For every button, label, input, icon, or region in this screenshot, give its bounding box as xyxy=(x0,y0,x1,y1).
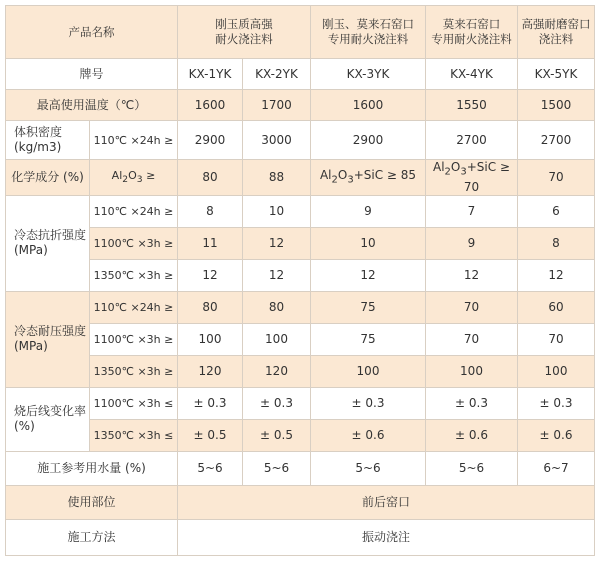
flexural-cell: 10 xyxy=(311,227,426,259)
method-row xyxy=(6,519,595,555)
water-label: 施工参考用水量 (%) xyxy=(6,451,178,485)
compressive-row xyxy=(6,355,595,387)
water-cell: 5~6 xyxy=(426,451,518,485)
product-name-header: 产品名称 xyxy=(6,6,178,59)
compressive-condition: 1100℃ ×3h ≥ xyxy=(90,323,178,355)
linear-change-cell: ± 0.3 xyxy=(426,387,518,419)
product-header-kx1-kx2: 刚玉质高强 耐火浇注料 xyxy=(178,6,311,59)
linear-change-cell: ± 0.6 xyxy=(518,419,595,451)
product-header-kx3: 刚玉、莫来石窑口 专用耐火浇注料 xyxy=(311,6,426,59)
max-temp-cell: 1700 xyxy=(243,90,311,121)
compressive-condition: 1350℃ ×3h ≥ xyxy=(90,355,178,387)
linear-change-cell: ± 0.3 xyxy=(311,387,426,419)
linear-change-cell: ± 0.3 xyxy=(243,387,311,419)
usage-value: 前后窑口 xyxy=(178,485,595,519)
water-cell: 5~6 xyxy=(311,451,426,485)
compressive-cell: 75 xyxy=(311,291,426,323)
compressive-cell: 120 xyxy=(243,355,311,387)
chemical-cell: $Al_2O_3+SiC \ge 85$ xyxy=(311,160,426,195)
chemical-cell: $Al_2O_3+SiC \ge 70$ xyxy=(426,160,518,195)
linear-change-cell: ± 0.5 xyxy=(243,419,311,451)
compressive-cell: 100 xyxy=(178,323,243,355)
linear-change-row xyxy=(6,387,595,419)
linear-change-cell: ± 0.5 xyxy=(178,419,243,451)
usage-row xyxy=(6,485,595,519)
compressive-cell: 100 xyxy=(243,323,311,355)
max-temp-cell: 1500 xyxy=(518,90,595,121)
usage-label: 使用部位 xyxy=(6,485,178,519)
compressive-condition: 110℃ ×24h ≥ xyxy=(90,291,178,323)
chemical-cell: 80 xyxy=(178,160,243,195)
flexural-cell: 12 xyxy=(178,259,243,291)
product-header-kx4: 莫来石窑口 专用耐火浇注料 xyxy=(426,6,518,59)
compressive-row xyxy=(6,323,595,355)
flexural-cell: 11 xyxy=(178,227,243,259)
flexural-cell: 12 xyxy=(243,259,311,291)
flexural-cell: 12 xyxy=(311,259,426,291)
density-cell: 2900 xyxy=(178,121,243,160)
flexural-cell: 8 xyxy=(518,227,595,259)
method-value: 振动浇注 xyxy=(178,519,595,555)
spec-table-wrapper xyxy=(5,5,594,556)
flexural-cell: 9 xyxy=(426,227,518,259)
max-temp-cell: 1550 xyxy=(426,90,518,121)
flexural-row xyxy=(6,259,595,291)
grade-label: 牌号 xyxy=(6,59,178,90)
compressive-cell: 70 xyxy=(518,323,595,355)
compressive-cell: 70 xyxy=(426,323,518,355)
density-cell: 3000 xyxy=(243,121,311,160)
compressive-cell: 60 xyxy=(518,291,595,323)
flexural-condition: 1350℃ ×3h ≥ xyxy=(90,259,178,291)
grade-cell: KX-4YK xyxy=(426,59,518,90)
compressive-label: 冷态耐压强度 (MPa) xyxy=(6,291,90,387)
flexural-cell: 7 xyxy=(426,195,518,227)
max-temp-label: 最高使用温度（℃） xyxy=(6,90,178,121)
chemical-label: 化学成分 (%) xyxy=(6,160,90,195)
water-cell: 5~6 xyxy=(178,451,243,485)
linear-change-condition: 1350℃ ×3h ≤ xyxy=(90,419,178,451)
grade-cell: KX-2YK xyxy=(243,59,311,90)
compressive-cell: 80 xyxy=(243,291,311,323)
water-cell: 6~7 xyxy=(518,451,595,485)
linear-change-cell: ± 0.6 xyxy=(426,419,518,451)
density-condition: 110℃ ×24h ≥ xyxy=(90,121,178,160)
linear-change-cell: ± 0.3 xyxy=(518,387,595,419)
compressive-cell: 80 xyxy=(178,291,243,323)
linear-change-condition: 1100℃ ×3h ≤ xyxy=(90,387,178,419)
compressive-cell: 100 xyxy=(518,355,595,387)
grade-cell: KX-3YK xyxy=(311,59,426,90)
compressive-row xyxy=(6,291,595,323)
flexural-row xyxy=(6,195,595,227)
grade-cell: KX-5YK xyxy=(518,59,595,90)
max-temp-row xyxy=(6,90,595,121)
flexural-cell: 8 xyxy=(178,195,243,227)
max-temp-cell: 1600 xyxy=(178,90,243,121)
density-cell: 2700 xyxy=(518,121,595,160)
max-temp-cell: 1600 xyxy=(311,90,426,121)
compressive-cell: 75 xyxy=(311,323,426,355)
chemical-cell: 70 xyxy=(518,160,595,195)
chemical-row xyxy=(6,160,595,195)
method-label: 施工方法 xyxy=(6,519,178,555)
compressive-cell: 120 xyxy=(178,355,243,387)
density-cell: 2900 xyxy=(311,121,426,160)
linear-change-cell: ± 0.3 xyxy=(178,387,243,419)
flexural-condition: 110℃ ×24h ≥ xyxy=(90,195,178,227)
water-row xyxy=(6,451,595,485)
compressive-cell: 100 xyxy=(311,355,426,387)
flexural-cell: 12 xyxy=(426,259,518,291)
flexural-cell: 12 xyxy=(518,259,595,291)
chemical-condition: $Al_2O_3$ ≥ xyxy=(90,160,178,195)
chemical-cell: 88 xyxy=(243,160,311,195)
flexural-cell: 12 xyxy=(243,227,311,259)
linear-change-label: 烧后线变化率 (%) xyxy=(6,387,90,451)
compressive-cell: 100 xyxy=(426,355,518,387)
compressive-cell: 70 xyxy=(426,291,518,323)
density-label: 体积密度 (kg/m3) xyxy=(6,121,90,160)
grade-cell: KX-1YK xyxy=(178,59,243,90)
header-row xyxy=(6,6,595,59)
flexural-cell: 6 xyxy=(518,195,595,227)
water-cell: 5~6 xyxy=(243,451,311,485)
density-row xyxy=(6,121,595,160)
linear-change-row xyxy=(6,419,595,451)
flexural-label: 冷态抗折强度 (MPa) xyxy=(6,195,90,291)
product-header-kx5: 高强耐磨窑口 浇注料 xyxy=(518,6,595,59)
linear-change-cell: ± 0.6 xyxy=(311,419,426,451)
flexural-condition: 1100℃ ×3h ≥ xyxy=(90,227,178,259)
flexural-cell: 10 xyxy=(243,195,311,227)
grade-row xyxy=(6,59,595,90)
spec-table xyxy=(5,5,595,556)
flexural-cell: 9 xyxy=(311,195,426,227)
flexural-row xyxy=(6,227,595,259)
density-cell: 2700 xyxy=(426,121,518,160)
